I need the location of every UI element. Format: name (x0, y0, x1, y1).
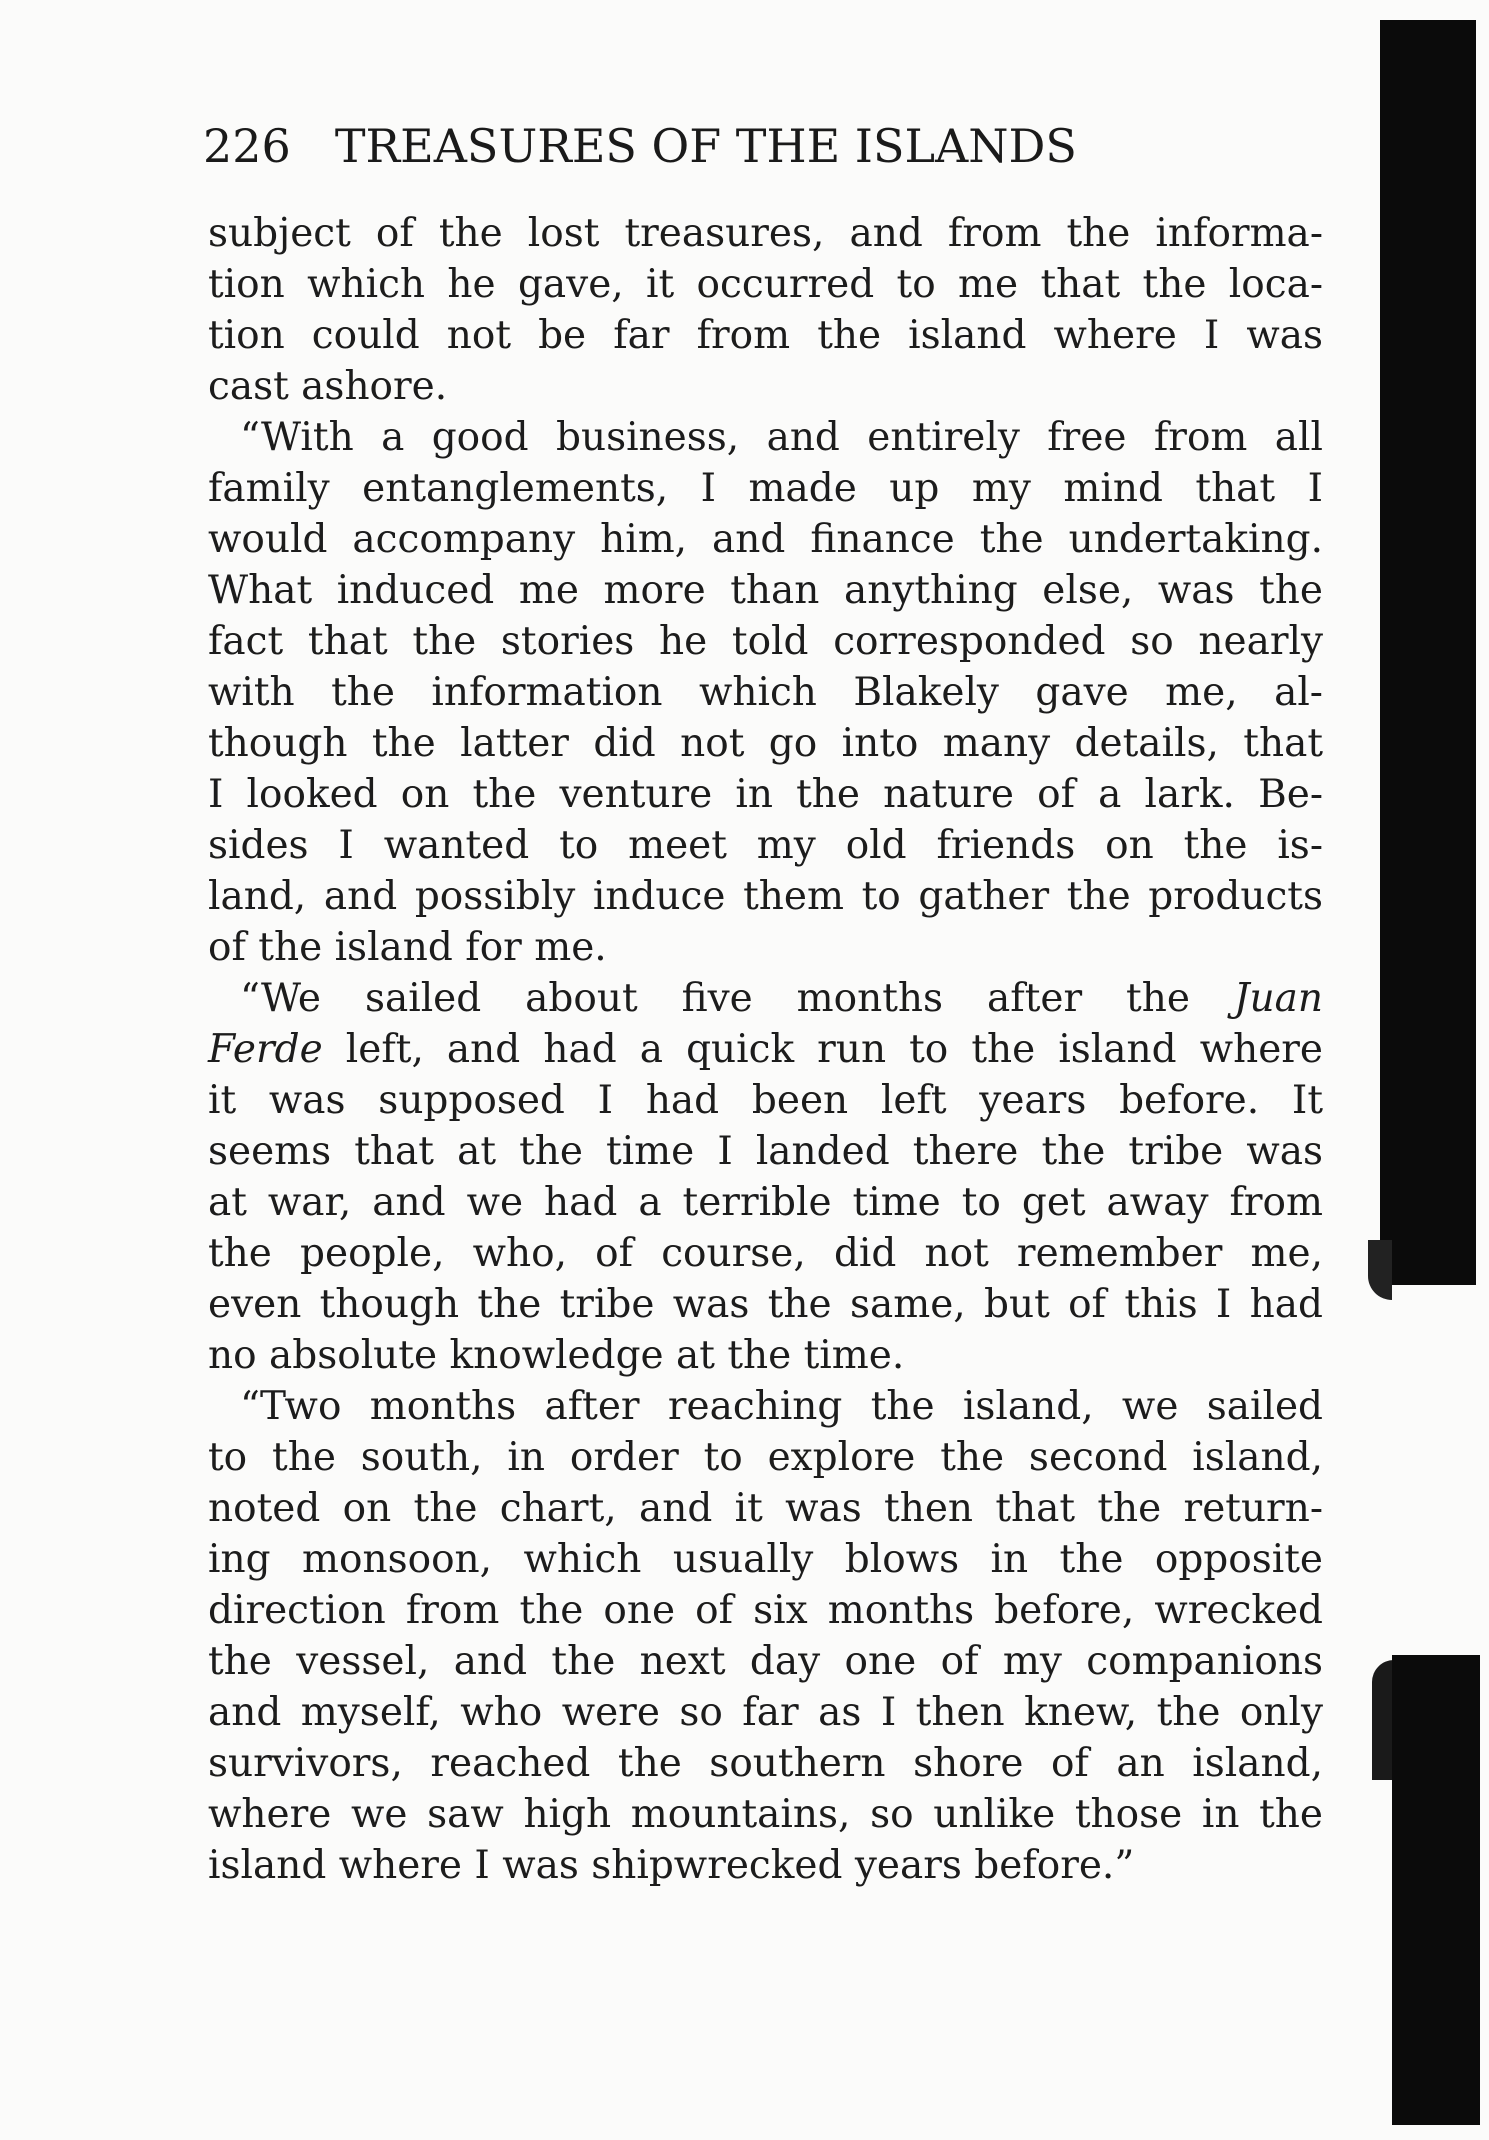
text-line: with the information which Blakely gave me, al- (208, 670, 1323, 715)
scan-edge-flare-upper (1368, 1240, 1392, 1300)
running-head (203, 118, 1203, 174)
running-title: TREASURES OF THE ISLANDS (334, 119, 1077, 173)
text-line (208, 973, 1323, 1024)
text-line: at war, and we had a terrible time to get away from (208, 1180, 1323, 1225)
text-line: direction from the one of six months before, wrecked (208, 1588, 1323, 1633)
text-line: even though the tribe was the same, but of this I had (208, 1282, 1323, 1327)
text-line: cast ashore. (208, 364, 448, 409)
text-line: to the south, in order to explore the second island, (208, 1435, 1323, 1480)
text-line: it was supposed I had been left years before. It (208, 1078, 1323, 1123)
text-line: family entanglements, I made up my mind that I (208, 466, 1323, 511)
text-line: island where I was shipwrecked years before.” (208, 1843, 1135, 1888)
text-line: “With a good business, and entirely free from all (240, 415, 1323, 460)
text-line: survivors, reached the southern shore of an island, (208, 1741, 1323, 1786)
ship-name-italic: Juan (1233, 976, 1323, 1021)
text-line: the vessel, and the next day one of my companions (208, 1639, 1323, 1684)
text-line: of the island for me. (208, 925, 607, 970)
text-line: What induced me more than anything else, was the (208, 568, 1323, 613)
ship-name-italic: Ferde (208, 1027, 323, 1072)
scan-edge-flare-lower (1372, 1660, 1394, 1780)
text-line: tion could not be far from the island where I was (208, 313, 1323, 358)
page-number: 226 (203, 119, 291, 173)
scan-edge-shadow-bottom (1392, 1655, 1480, 2125)
text-line: I looked on the venture in the nature of a lark. Be- (208, 772, 1323, 817)
text-line: would accompany him, and finance the undertaking. (208, 517, 1323, 562)
text-line: subject of the lost treasures, and from the informa- (208, 211, 1323, 256)
text-line: noted on the chart, and it was then that the return- (208, 1486, 1323, 1531)
text-segment: left, and had a quick run to the island where (322, 1027, 1323, 1072)
text-line: ing monsoon, which usually blows in the opposite (208, 1537, 1323, 1582)
scan-edge-shadow-top (1380, 20, 1476, 1285)
text-line: where we saw high mountains, so unlike those in the (208, 1792, 1323, 1837)
text-segment: “We sailed about five months after the (240, 976, 1234, 1021)
text-line: though the latter did not go into many details, that (208, 721, 1323, 766)
text-line: seems that at the time I landed there the tribe was (208, 1129, 1323, 1174)
text-line: tion which he gave, it occurred to me that the loca- (208, 262, 1323, 307)
text-line: sides I wanted to meet my old friends on the is- (208, 823, 1323, 868)
text-line: no absolute knowledge at the time. (208, 1333, 905, 1378)
text-line: and myself, who were so far as I then knew, the only (208, 1690, 1323, 1735)
text-line: “Two months after reaching the island, we sailed (240, 1384, 1323, 1429)
text-line: land, and possibly induce them to gather the products (208, 874, 1323, 919)
body-text (208, 208, 1323, 1891)
text-line: fact that the stories he told corresponded so nearly (208, 619, 1323, 664)
text-line: the people, who, of course, did not remember me, (208, 1231, 1323, 1276)
text-line (208, 1024, 1323, 1075)
